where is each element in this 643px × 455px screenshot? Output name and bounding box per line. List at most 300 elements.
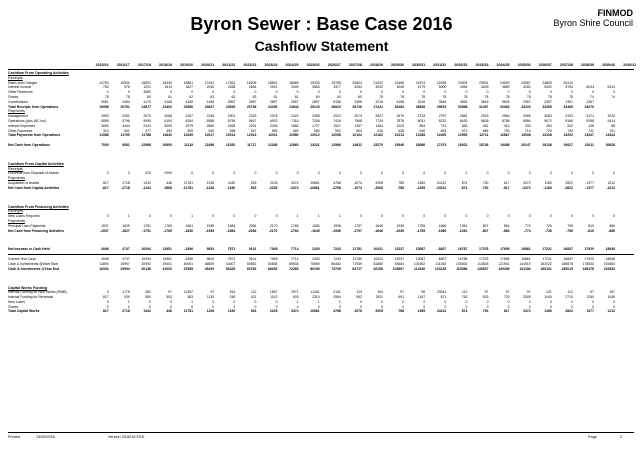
row-label: Receipts bbox=[8, 166, 23, 171]
table-cell: 866 bbox=[609, 223, 616, 228]
table-cell: 733 bbox=[567, 128, 573, 133]
table-cell: 0 bbox=[212, 299, 215, 304]
table-cell: 1 bbox=[338, 214, 341, 219]
table-cell: 49109 bbox=[204, 266, 215, 271]
table-cell: 12966 bbox=[331, 142, 341, 147]
table-cell: 0 bbox=[613, 171, 616, 176]
table-cell: 17473 bbox=[436, 142, 447, 147]
table-cell: -1755 bbox=[416, 228, 426, 233]
table-cell: 78 bbox=[400, 94, 405, 99]
row-label: Contributions bbox=[8, 99, 28, 104]
table-cell: 0 bbox=[127, 171, 130, 176]
table-cell: 0 bbox=[592, 90, 594, 95]
table-cell: 78 bbox=[125, 94, 130, 99]
table-cell: 9101 bbox=[248, 257, 257, 262]
year-header-2018-19: 2018/19 bbox=[158, 63, 172, 67]
year-header-2016-17: 2016/17 bbox=[116, 63, 130, 67]
table-cell: 12268 bbox=[415, 133, 426, 138]
table-cell: 12348 bbox=[268, 142, 278, 147]
table-cell: 11780 bbox=[352, 257, 362, 262]
row-label: Payments bbox=[8, 218, 25, 223]
year-header-row bbox=[8, 62, 637, 70]
table-cell: 3083 bbox=[544, 114, 552, 119]
table-cell: 10094 bbox=[141, 257, 151, 262]
table-cell: 0 bbox=[359, 90, 362, 95]
table-cell: 5796 bbox=[122, 118, 130, 123]
table-cell: 0 bbox=[296, 90, 299, 95]
table-cell: 723 bbox=[546, 128, 552, 133]
year-header-2039-40: 2039/40 bbox=[602, 63, 616, 67]
table-cell: 421 bbox=[250, 295, 257, 300]
table-cell: 0 bbox=[528, 214, 531, 219]
table-cell: 1045 bbox=[607, 295, 616, 300]
table-cell: 51625 bbox=[225, 266, 236, 271]
table-cell: 24212 bbox=[436, 180, 447, 185]
table-cell: 2367 bbox=[586, 99, 594, 104]
table-cell: 0 bbox=[486, 299, 489, 304]
table-cell: 19627 bbox=[563, 142, 573, 147]
table-cell: 0 bbox=[528, 304, 531, 309]
table-cell: 4869 bbox=[502, 85, 510, 90]
table-cell: 101562 bbox=[413, 261, 426, 266]
table-cell: 2881 bbox=[459, 114, 468, 119]
table-cell: 96 bbox=[421, 290, 426, 295]
table-cell: 11840 bbox=[162, 133, 172, 138]
table-cell: 4179 bbox=[417, 85, 426, 90]
table-cell: 1142 bbox=[270, 295, 278, 300]
table-cell: 0 bbox=[507, 214, 510, 219]
table-cell: 4168 bbox=[206, 99, 215, 104]
table-cell: 167 bbox=[609, 290, 616, 295]
table-cell: 1280 bbox=[586, 295, 594, 300]
table-cell: 530 bbox=[208, 128, 215, 133]
table-cell: 61 bbox=[294, 94, 299, 99]
row-label: Acquisition of Assets bbox=[8, 180, 40, 185]
table-cell: 16349 bbox=[162, 80, 172, 85]
table-cell: 83717 bbox=[352, 266, 362, 271]
table-cell: 3663 bbox=[312, 85, 320, 90]
table-cell: 0 bbox=[317, 90, 320, 95]
table-cell: 3663 bbox=[101, 123, 109, 128]
table-cell: 29879 bbox=[436, 104, 447, 109]
table-cell: 0 bbox=[402, 171, 405, 176]
table-cell: 0 bbox=[549, 214, 552, 219]
table-cell: 2718 bbox=[122, 180, 130, 185]
table-cell: 1212 bbox=[607, 309, 616, 314]
table-cell: 0 bbox=[212, 171, 215, 176]
table-cell: 0 bbox=[528, 299, 531, 304]
table-cell: 12017 bbox=[204, 133, 215, 138]
table-cell: -3472 bbox=[521, 185, 531, 190]
table-cell: 0 bbox=[275, 304, 278, 309]
table-cell: 2960 bbox=[502, 114, 510, 119]
model-code: FINMOD bbox=[597, 8, 633, 18]
table-cell: 7714 bbox=[291, 257, 299, 262]
row-label: Receipts bbox=[8, 75, 23, 80]
table-cell: 50862 bbox=[246, 261, 257, 266]
table-cell: 17078 bbox=[479, 247, 489, 252]
table-cell: 44007 bbox=[225, 261, 236, 266]
table-cell: 0 bbox=[148, 214, 151, 219]
table-cell: 2070 bbox=[143, 114, 151, 119]
table-cell: 3472 bbox=[523, 309, 531, 314]
table-cell: 509 bbox=[187, 128, 194, 133]
table-cell: 24643 bbox=[289, 104, 299, 109]
row-label: Operations (plus WC Inc) bbox=[8, 118, 47, 123]
table-cell: 501 bbox=[124, 128, 130, 133]
table-cell: 731 bbox=[440, 123, 447, 128]
table-cell: 0 bbox=[570, 214, 573, 219]
table-cell: -810 bbox=[587, 228, 594, 233]
table-cell: 13202 bbox=[563, 133, 573, 138]
row-label: Cashflow From Capital Activities bbox=[8, 161, 64, 166]
table-cell: 0 bbox=[423, 90, 426, 95]
table-cell: 10861 bbox=[310, 180, 320, 185]
table-cell: 1184 bbox=[375, 123, 383, 128]
table-cell: 0 bbox=[613, 304, 616, 309]
table-cell: 0 bbox=[549, 90, 552, 95]
table-cell: 817 bbox=[102, 309, 109, 314]
table-cell: 97 bbox=[168, 290, 172, 295]
table-cell: -1684 bbox=[226, 228, 236, 233]
table-cell: 0 bbox=[423, 304, 426, 309]
table-cell: -864 bbox=[502, 228, 510, 233]
table-cell: 807 bbox=[482, 223, 489, 228]
table-cell: 0 bbox=[528, 90, 531, 95]
table-cell: 13444 bbox=[605, 133, 616, 138]
row-label: Receipts bbox=[8, 209, 23, 214]
table-cell: 7729 bbox=[375, 118, 383, 123]
table-cell: 3377 bbox=[333, 85, 341, 90]
table-cell: 640 bbox=[419, 128, 426, 133]
table-cell: 482 bbox=[145, 290, 151, 295]
table-cell: 0 bbox=[254, 299, 257, 304]
table-cell: 2664 bbox=[248, 85, 257, 90]
table-cell: 13347 bbox=[584, 133, 594, 138]
table-cell: 0 bbox=[338, 171, 341, 176]
year-header-2040-41: 2040/41 bbox=[623, 63, 637, 67]
table-cell: 3103 bbox=[565, 114, 573, 119]
year-header-2024-25: 2024/25 bbox=[285, 63, 299, 67]
table-cell: 4946 bbox=[101, 247, 109, 252]
table-cell: 113548 bbox=[477, 261, 489, 266]
table-cell: 0 bbox=[402, 304, 405, 309]
row-label: Current Year Cash bbox=[8, 257, 36, 262]
table-cell: 2627 bbox=[375, 114, 383, 119]
table-cell: 10861 bbox=[521, 257, 531, 262]
table-cell: 12014 bbox=[225, 133, 236, 138]
table-cell: 11949 bbox=[183, 133, 194, 138]
table-cell: 103000 bbox=[456, 261, 468, 266]
table-cell: 32362 bbox=[500, 104, 510, 109]
table-cell: 1074 bbox=[354, 180, 362, 185]
table-cell: 1167 bbox=[417, 295, 426, 300]
table-cell: 26726 bbox=[352, 104, 362, 109]
table-cell: -2228 bbox=[268, 185, 278, 190]
table-cell: 1650 bbox=[312, 223, 320, 228]
table-cell: 25120 bbox=[310, 104, 320, 109]
table-cell: 78 bbox=[547, 94, 552, 99]
table-cell: 0 bbox=[296, 304, 299, 309]
year-header-2032-33: 2032/33 bbox=[454, 63, 468, 67]
table-cell: 0 bbox=[254, 171, 257, 176]
table-cell: -1646 bbox=[374, 228, 383, 233]
table-cell: 0 bbox=[507, 304, 510, 309]
organisation-block bbox=[553, 8, 633, 28]
table-cell: 2468 bbox=[227, 123, 236, 128]
table-cell: 19785 bbox=[331, 80, 341, 85]
table-cell: 0 bbox=[613, 90, 616, 95]
table-cell: 0 bbox=[381, 171, 383, 176]
table-cell: 446 bbox=[166, 309, 172, 314]
table-cell: 18948 bbox=[605, 247, 616, 252]
year-header-2033-34: 2033/34 bbox=[475, 63, 489, 67]
table-cell: 12663 bbox=[289, 142, 299, 147]
table-cell: 1357 bbox=[354, 123, 362, 128]
table-cell: 19136 bbox=[542, 142, 552, 147]
table-cell: 3550 bbox=[143, 90, 151, 95]
table-cell: 0 bbox=[127, 304, 130, 309]
row-label: Net Cash from Operations bbox=[8, 142, 51, 147]
table-cell: 3474 bbox=[291, 309, 299, 314]
table-cell: 0 bbox=[233, 90, 236, 95]
table-cell: 1 bbox=[191, 299, 194, 304]
table-cell: 0 bbox=[170, 214, 172, 219]
table-cell: 11894 bbox=[99, 261, 109, 266]
table-cell: 30668 bbox=[457, 104, 468, 109]
table-cell: 1993 bbox=[101, 114, 109, 119]
table-cell: 1935 bbox=[206, 223, 215, 228]
table-cell: 2167 bbox=[185, 114, 194, 119]
table-cell: 3065 bbox=[523, 114, 531, 119]
table-cell: 0 bbox=[212, 304, 215, 309]
year-header-2023-24: 2023/24 bbox=[264, 63, 278, 67]
table-cell: 383 bbox=[187, 295, 194, 300]
table-cell: 0 bbox=[359, 214, 362, 219]
table-cell: 0 bbox=[148, 299, 151, 304]
table-cell: 0 bbox=[106, 90, 109, 95]
table-cell: 246 bbox=[229, 295, 236, 300]
printed-label: Printed bbox=[8, 435, 21, 439]
table-cell: -1537 bbox=[99, 228, 109, 233]
table-cell: 2710 bbox=[565, 295, 573, 300]
table-cell: 477 bbox=[145, 128, 151, 133]
table-cell: -1359 bbox=[416, 185, 426, 190]
page-number: 2 bbox=[620, 435, 623, 439]
table-cell: 810 bbox=[588, 223, 594, 228]
table-cell: 0 bbox=[254, 90, 257, 95]
table-cell: 1613 bbox=[164, 85, 172, 90]
table-cell: 60782 bbox=[246, 266, 257, 271]
table-cell: 0 bbox=[444, 171, 447, 176]
table-cell: 19486 bbox=[500, 142, 510, 147]
table-cell: 700 bbox=[503, 128, 510, 133]
table-cell: 7948 bbox=[269, 257, 278, 262]
row-label: Total Receipts from Operations bbox=[8, 104, 59, 109]
table-cell: 0 bbox=[570, 171, 573, 176]
table-cell: 2329 bbox=[248, 114, 257, 119]
row-label: Capital Works Funding bbox=[8, 285, 48, 290]
table-cell: 569 bbox=[292, 128, 299, 133]
table-cell: 2857 bbox=[248, 99, 257, 104]
table-cell: 8031 bbox=[417, 118, 426, 123]
table-cell: 2375 bbox=[269, 114, 278, 119]
table-cell: -1939 bbox=[395, 228, 405, 233]
table-cell: 22403 bbox=[162, 104, 172, 109]
table-cell: 726 bbox=[546, 223, 552, 228]
table-cell: -1142 bbox=[142, 185, 151, 190]
table-cell: 2660 bbox=[206, 123, 215, 128]
table-cell: 78 bbox=[421, 94, 426, 99]
table-cell: 191684 bbox=[603, 261, 616, 266]
table-cell: 0 bbox=[465, 299, 468, 304]
table-cell: 1221 bbox=[143, 85, 151, 90]
table-cell: 0 bbox=[402, 214, 405, 219]
table-cell: 3474 bbox=[291, 180, 299, 185]
table-cell: 1029 bbox=[396, 123, 405, 128]
table-cell: -1377 bbox=[585, 185, 594, 190]
table-cell: 210632 bbox=[603, 266, 616, 271]
table-cell: 503 bbox=[292, 295, 299, 300]
table-cell: 0 bbox=[359, 299, 362, 304]
table-cell: 23531 bbox=[479, 80, 489, 85]
table-cell: 2288 bbox=[227, 85, 236, 90]
table-cell: 760 bbox=[102, 85, 109, 90]
table-cell: 16837 bbox=[563, 257, 573, 262]
table-cell: 0 bbox=[402, 90, 405, 95]
table-cell: 4747 bbox=[122, 247, 130, 252]
table-cell: 2979 bbox=[185, 123, 194, 128]
table-cell: 0 bbox=[549, 171, 552, 176]
table-cell: 15946 bbox=[394, 142, 405, 147]
table-cell: 2679 bbox=[396, 114, 405, 119]
table-cell: 7871 bbox=[227, 257, 236, 262]
row-label: Payments bbox=[8, 176, 25, 181]
table-cell: 1527 bbox=[333, 123, 341, 128]
table-cell: 17078 bbox=[479, 257, 489, 262]
table-cell: 0 bbox=[381, 90, 383, 95]
table-cell: 1359 bbox=[417, 309, 426, 314]
table-cell: 103897 bbox=[392, 266, 405, 271]
table-cell: 16786 bbox=[457, 257, 468, 262]
year-header-2019-20: 2019/20 bbox=[180, 63, 194, 67]
table-cell: 5180 bbox=[523, 85, 531, 90]
page-label: Page bbox=[588, 435, 597, 439]
table-cell: 653 bbox=[440, 128, 447, 133]
table-cell: 97 bbox=[400, 290, 405, 295]
table-cell: 23009 bbox=[457, 80, 468, 85]
table-cell: 9810 bbox=[206, 247, 215, 252]
table-cell: -1074 bbox=[353, 185, 362, 190]
table-cell: 23627 bbox=[204, 104, 215, 109]
table-cell: 0 bbox=[359, 304, 362, 309]
table-cell: 2822 bbox=[565, 309, 573, 314]
table-cell: 2084 bbox=[248, 223, 257, 228]
table-cell: 10094 bbox=[141, 247, 151, 252]
table-cell: 37555 bbox=[183, 266, 194, 271]
table-cell: 0 bbox=[106, 290, 109, 295]
table-cell: 33289 bbox=[542, 104, 552, 109]
table-cell: 536 bbox=[229, 128, 236, 133]
row-label: Cash & Investments @Start Start bbox=[8, 261, 58, 266]
table-cell: 22966 bbox=[183, 104, 194, 109]
table-cell: 533 bbox=[250, 180, 257, 185]
table-row bbox=[8, 309, 634, 314]
table-cell: 8430 bbox=[459, 118, 468, 123]
table-cell: 78 bbox=[484, 94, 489, 99]
table-cell: 817 bbox=[503, 180, 510, 185]
table-cell: 1130 bbox=[206, 295, 215, 300]
table-cell: 178533 bbox=[582, 261, 594, 266]
table-cell: 78 bbox=[569, 94, 573, 99]
table-cell: 3826 bbox=[438, 99, 447, 104]
table-cell: -1751 bbox=[142, 228, 151, 233]
table-cell: 2430 bbox=[312, 257, 320, 262]
table-cell: 2941 bbox=[269, 85, 278, 90]
table-cell: 0 bbox=[423, 171, 426, 176]
table-cell: 592 bbox=[335, 128, 341, 133]
table-cell: 5492 bbox=[544, 85, 552, 90]
table-cell: 20626 bbox=[605, 142, 616, 147]
table-cell: 2228 bbox=[269, 309, 278, 314]
table-cell: 0 bbox=[444, 304, 447, 309]
table-cell: 3826 bbox=[459, 99, 468, 104]
table-cell: 616 bbox=[377, 128, 383, 133]
table-cell: 2857 bbox=[227, 99, 236, 104]
table-cell: 6314 bbox=[607, 85, 616, 90]
table-cell: 0 bbox=[507, 90, 510, 95]
table-cell: 2088 bbox=[164, 114, 172, 119]
table-cell: 14622 bbox=[352, 142, 362, 147]
table-cell: 0 bbox=[549, 304, 552, 309]
table-cell: 29401 bbox=[162, 261, 172, 266]
table-cell: 113 bbox=[356, 290, 362, 295]
table-cell: 12213 bbox=[394, 133, 405, 138]
table-cell: 61 bbox=[273, 94, 278, 99]
table-cell: 3551 bbox=[101, 99, 109, 104]
table-cell: 10421 bbox=[373, 257, 383, 262]
table-cell: 27422 bbox=[373, 104, 383, 109]
table-cell: 12011 bbox=[268, 133, 278, 138]
table-cell: 0 bbox=[381, 214, 383, 219]
table-cell: 2522 bbox=[333, 114, 341, 119]
table-cell: 628 bbox=[398, 128, 405, 133]
table-cell: 1342 bbox=[143, 309, 151, 314]
table-cell: 730 bbox=[482, 180, 489, 185]
table-cell: 74 bbox=[611, 94, 616, 99]
table-cell: -2084 bbox=[247, 228, 257, 233]
table-cell: 30136 bbox=[141, 266, 151, 271]
table-cell: 72265 bbox=[289, 266, 299, 271]
table-cell: 18591 bbox=[268, 80, 278, 85]
year-header-2022-23: 2022/23 bbox=[243, 63, 257, 67]
table-cell: 11951 bbox=[162, 257, 172, 262]
table-cell: 0 bbox=[191, 90, 194, 95]
table-cell: 194 bbox=[377, 290, 383, 295]
table-cell: 10861 bbox=[310, 309, 320, 314]
table-cell: 3059 bbox=[164, 123, 172, 128]
row-label: Internal Funding for New Works (RWB) bbox=[8, 290, 67, 295]
table-cell: 6034 bbox=[586, 85, 594, 90]
report-subtitle: Cashflow Statement bbox=[254, 38, 389, 54]
table-cell: -3474 bbox=[289, 185, 299, 190]
table-cell: 0 bbox=[275, 299, 278, 304]
table-cell: 5000 bbox=[438, 85, 447, 90]
table-cell: 614 bbox=[229, 290, 236, 295]
year-header-2026-27: 2026/27 bbox=[327, 63, 341, 67]
table-cell: 0 bbox=[465, 90, 468, 95]
table-cell: 16837 bbox=[563, 247, 573, 252]
